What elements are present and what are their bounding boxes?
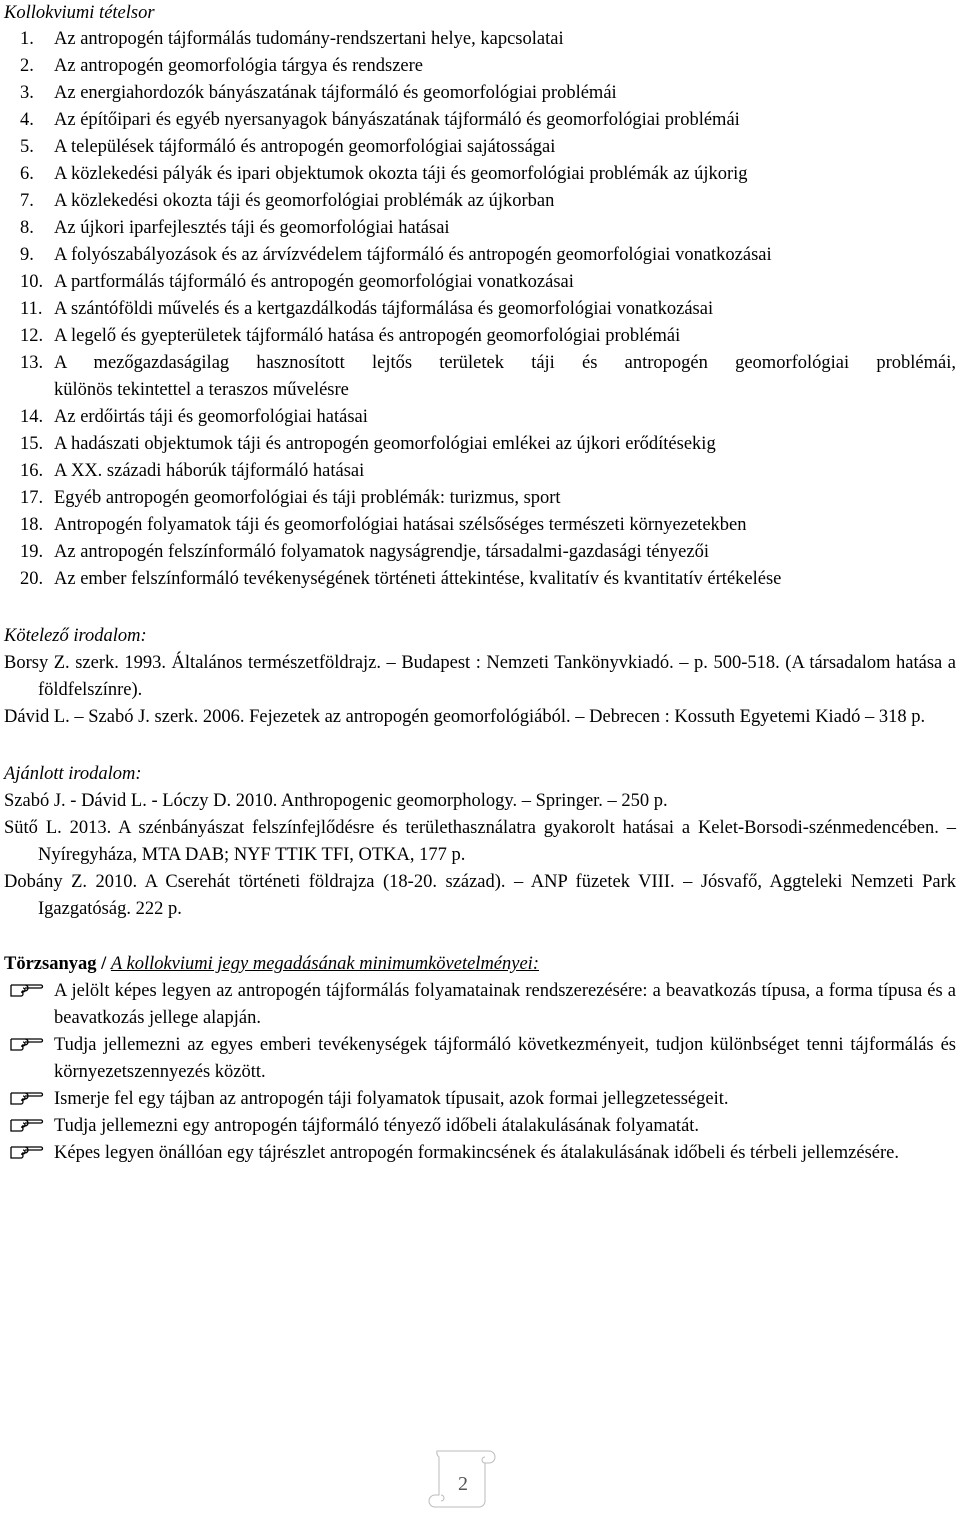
requirement-text: Tudja jellemezni egy antropogén tájformáló tényező időbeli átalakulásának folyamatát. bbox=[54, 1116, 700, 1136]
requirement-item bbox=[4, 1032, 956, 1086]
list-item: 11. A szántóföldi művelés és a kertgazdálkodás tájformálása és geomorfológiai vonatkozásai bbox=[20, 299, 714, 319]
requirement-text: Ismerje fel egy tájban az antropogén táji folyamatok típusait, azok formai jellegzetességeit. bbox=[54, 1089, 729, 1109]
pointing-hand-icon bbox=[8, 1088, 44, 1108]
list-item: 10. A partformálás tájformáló és antropogén geomorfológiai vonatkozásai bbox=[20, 272, 574, 292]
requirement-item bbox=[4, 1140, 956, 1167]
list-item: 6. A közlekedési pályák és ipari objektumok okozta táji és geomorfológiai problémák az újkorig bbox=[20, 164, 748, 184]
page-title: Kollokviumi tételsor bbox=[4, 3, 155, 23]
list-item: 18. Antropogén folyamatok táji és geomorfológiai hatásai szélsőséges természeti környezetekben bbox=[20, 515, 747, 535]
list-item: 7. A közlekedési okozta táji és geomorfológiai problémák az újkorban bbox=[20, 191, 555, 211]
list-item: 9. A folyószabályozások és az árvízvédelem tájformáló és antropogén geomorfológiai vonatkozásai bbox=[20, 245, 772, 265]
requirement-item bbox=[4, 978, 956, 1032]
requirements-heading bbox=[4, 951, 956, 978]
list-item: 14. Az erdőirtás táji és geomorfológiai hatásai bbox=[20, 407, 368, 427]
pointing-hand-icon bbox=[8, 1034, 44, 1054]
list-item: 5. A települések tájformáló és antropogén geomorfológiai sajátosságai bbox=[20, 137, 556, 157]
list-item: 8. Az újkori iparfejlesztés táji és geomorfológiai hatásai bbox=[20, 218, 450, 238]
mandatory-literature-heading: Kötelező irodalom: bbox=[4, 626, 147, 646]
list-item: 4. Az építőipari és egyéb nyersanyagok bányászatának tájformáló és geomorfológiai problémái bbox=[20, 110, 740, 130]
requirements-title: A kollokviumi jegy megadásának minimumkövetelményei: bbox=[110, 954, 539, 974]
pointing-hand-icon bbox=[8, 980, 44, 1000]
list-item: 17. Egyéb antropogén geomorfológiai és táji problémák: turizmus, sport bbox=[20, 488, 561, 508]
core-material-label: Törzsanyag / bbox=[4, 954, 107, 974]
list-item: 2. Az antropogén geomorfológia tárgya és rendszere bbox=[20, 56, 423, 76]
list-item: 16. A XX. századi háborúk tájformáló hatásai bbox=[20, 461, 365, 481]
reference-entry: Sütő L. 2013. A szénbányászat felszínfejlődésre és területhasználatra gyakorolt hatásai a Kelet-Borsodi-szénmedencében. – Nyíregyháza, MTA DAB; NYF TTIK TFI, OTKA, 177 p. bbox=[4, 818, 956, 865]
spacer bbox=[4, 923, 956, 951]
topic-list bbox=[4, 26, 956, 593]
requirement-text: A jelölt képes legyen az antropogén tájformálás folyamatainak rendszerezésére: a beavatkozás típusa, a forma típusa és a beavatkozás jellege alapján. bbox=[54, 981, 956, 1028]
page-number-text: 2 bbox=[458, 1473, 468, 1495]
page-number bbox=[423, 1443, 503, 1513]
pointing-hand-icon bbox=[8, 1142, 44, 1162]
requirement-text: Tudja jellemezni az egyes emberi tevékenységek tájformáló következményeit, tudjon különbséget tenni tájformálás és környezetszennyezés között. bbox=[54, 1035, 956, 1082]
pointing-hand-icon bbox=[8, 1115, 44, 1135]
spacer bbox=[4, 593, 956, 621]
reference-entry: Dávid L. – Szabó J. szerk. 2006. Fejezetek az antropogén geomorfológiából. – Debrecen : Kossuth Egyetemi Kiadó – 318 p. bbox=[4, 707, 926, 727]
list-item: 13. A mezőgazdaságilag hasznosított lejtős területek táji és antropogén geomorfológiai problémái, különös tekintettel a teraszos művelésre bbox=[20, 353, 956, 400]
list-item: 1. Az antropogén tájformálás tudomány-rendszertani helye, kapcsolatai bbox=[20, 29, 564, 49]
list-item: 15. A hadászati objektumok táji és antropogén geomorfológiai emlékei az újkori erődítésekig bbox=[20, 434, 716, 454]
list-item: 20. Az ember felszínformáló tevékenységének történeti áttekintése, kvalitatív és kvantitatív értékelése bbox=[20, 569, 782, 589]
reference-entry: Dobány Z. 2010. A Cserehát történeti földrajza (18-20. század). – ANP füzetek VIII. – Jósvafő, Aggteleki Nemzeti Park Igazgatóság. 222 p. bbox=[4, 872, 956, 919]
requirement-item bbox=[4, 1086, 956, 1113]
list-item: 3. Az energiahordozók bányászatának tájformáló és geomorfológiai problémái bbox=[20, 83, 617, 103]
list-item: 12. A legelő és gyepterületek tájformáló hatása és antropogén geomorfológiai problémái bbox=[20, 326, 681, 346]
spacer bbox=[4, 731, 956, 759]
requirement-item bbox=[4, 1113, 956, 1140]
list-item: 19. Az antropogén felszínformáló folyamatok nagyságrendje, társadalmi-gazdasági tényezői bbox=[20, 542, 709, 562]
requirement-text: Képes legyen önállóan egy tájrészlet antropogén formakincsének és átalakulásának időbeli és térbeli jellemzésére. bbox=[54, 1143, 899, 1163]
recommended-literature-heading: Ajánlott irodalom: bbox=[4, 764, 142, 784]
reference-entry: Borsy Z. szerk. 1993. Általános természetföldrajz. – Budapest : Nemzeti Tankönyvkiadó. – p. 500-518. (A társadalom hatása a földfelszínre). bbox=[4, 653, 956, 700]
document-page bbox=[4, 0, 956, 1167]
reference-entry: Szabó J. - Dávid L. - Lóczy D. 2010. Anthropogenic geomorphology. – Springer. – 250 p. bbox=[4, 791, 668, 811]
